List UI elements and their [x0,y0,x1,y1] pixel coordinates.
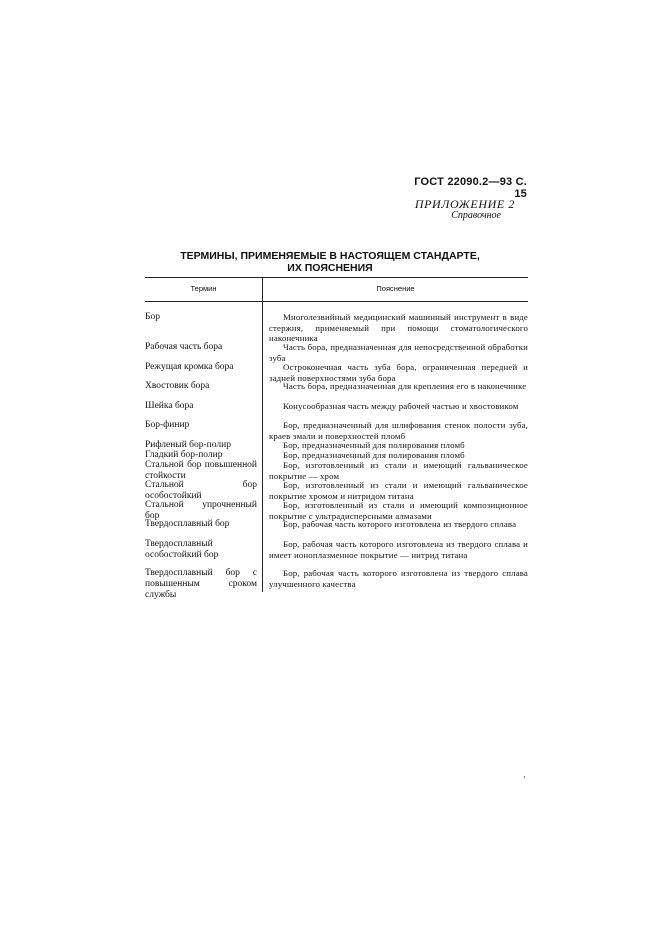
term-cell: Режущая кромка бора [145,362,234,372]
term-cell: Стальной упрочненный бор [145,500,257,521]
definition-cell: Бор, изготовленный из стали и имеющий гальваническое покрытие хромом и нитридом титана [269,480,528,501]
term-cell: Рабочая часть бора [145,342,223,352]
term-cell: Бор [145,312,160,322]
appendix-type: Справочное [451,210,501,221]
section-title-line-1: ТЕРМИНЫ, ПРИМЕНЯЕМЫЕ В НАСТОЯЩЕМ СТАНДАРТЕ, [180,250,480,262]
term-cell: Стальной бор повышенной стойкости [145,460,257,481]
definition-cell: Бор, изготовленный из стали и имеющий композиционное покрытие с ультрадисперсными алмазами [269,500,528,521]
term-cell: Бор-финир [145,420,190,430]
appendix-label: ПРИЛОЖЕНИЕ 2 [414,197,515,211]
table-header-rule [145,301,528,302]
definition-cell: Остроконечная часть зуба бора, ограниченная передней и задней поверхностями зуба бора [269,362,528,383]
definition-cell: Бор, предназначенный для полирования пломб [283,450,465,460]
term-cell: Стальной бор особостойкий [145,480,257,501]
definition-cell: Конусообразная часть между рабочей частью и хвостовиком [283,401,519,411]
column-header-explanation: Пояснение [376,284,415,293]
definition-cell: Бор, рабочая часть которого изготовлена из твердого сплава и имеет ионоплазменное покрытие — нитрид титана [269,539,528,560]
definition-cell: Бор, рабочая часть которого изготовлена из твердого сплава [283,519,517,529]
term-cell: Рифленый бор-полир [145,440,231,450]
document-code: ГОСТ 22090.2—93 С. 15 [414,176,527,200]
term-cell: Твердосплавный особостойкий бор [145,539,219,560]
term-cell: Хвостовик бора [145,381,210,391]
definition-cell: Бор, предназначенный для шлифования стенок полости зуба, краев эмали и поверхностей пломб [269,420,528,441]
table-column-divider [262,277,263,592]
scan-speck [524,776,525,778]
definition-cell: Часть бора, предназначенная для крепления его в наконечнике [283,381,527,391]
definition-cell: Бор, предназначенный для полирования пломб [283,440,465,450]
table-top-rule [145,277,528,278]
term-cell: Шейка бора [145,401,194,411]
definition-cell: Многолезвийный медицинский машинный инструмент в виде стержня, применяемый при помощи стоматологического наконечника [269,312,528,343]
term-cell: Твердосплавный бор с повышенным сроком службы [145,568,257,600]
term-cell: Твердосплавный бор [145,519,230,529]
section-title-line-2: ИХ ПОЯСНЕНИЯ [287,262,373,274]
definition-cell: Часть бора, предназначенная для непосредственной обработки зуба [269,342,528,363]
definition-cell: Бор, изготовленный из стали и имеющий гальваническое покрытие — хром [269,460,528,481]
column-header-term: Термин [190,284,217,293]
term-cell: Гладкий бор-полир [145,450,223,460]
definition-cell: Бор, рабочая часть которого изготовлена из твердого сплава улучшенного качества [269,568,528,589]
